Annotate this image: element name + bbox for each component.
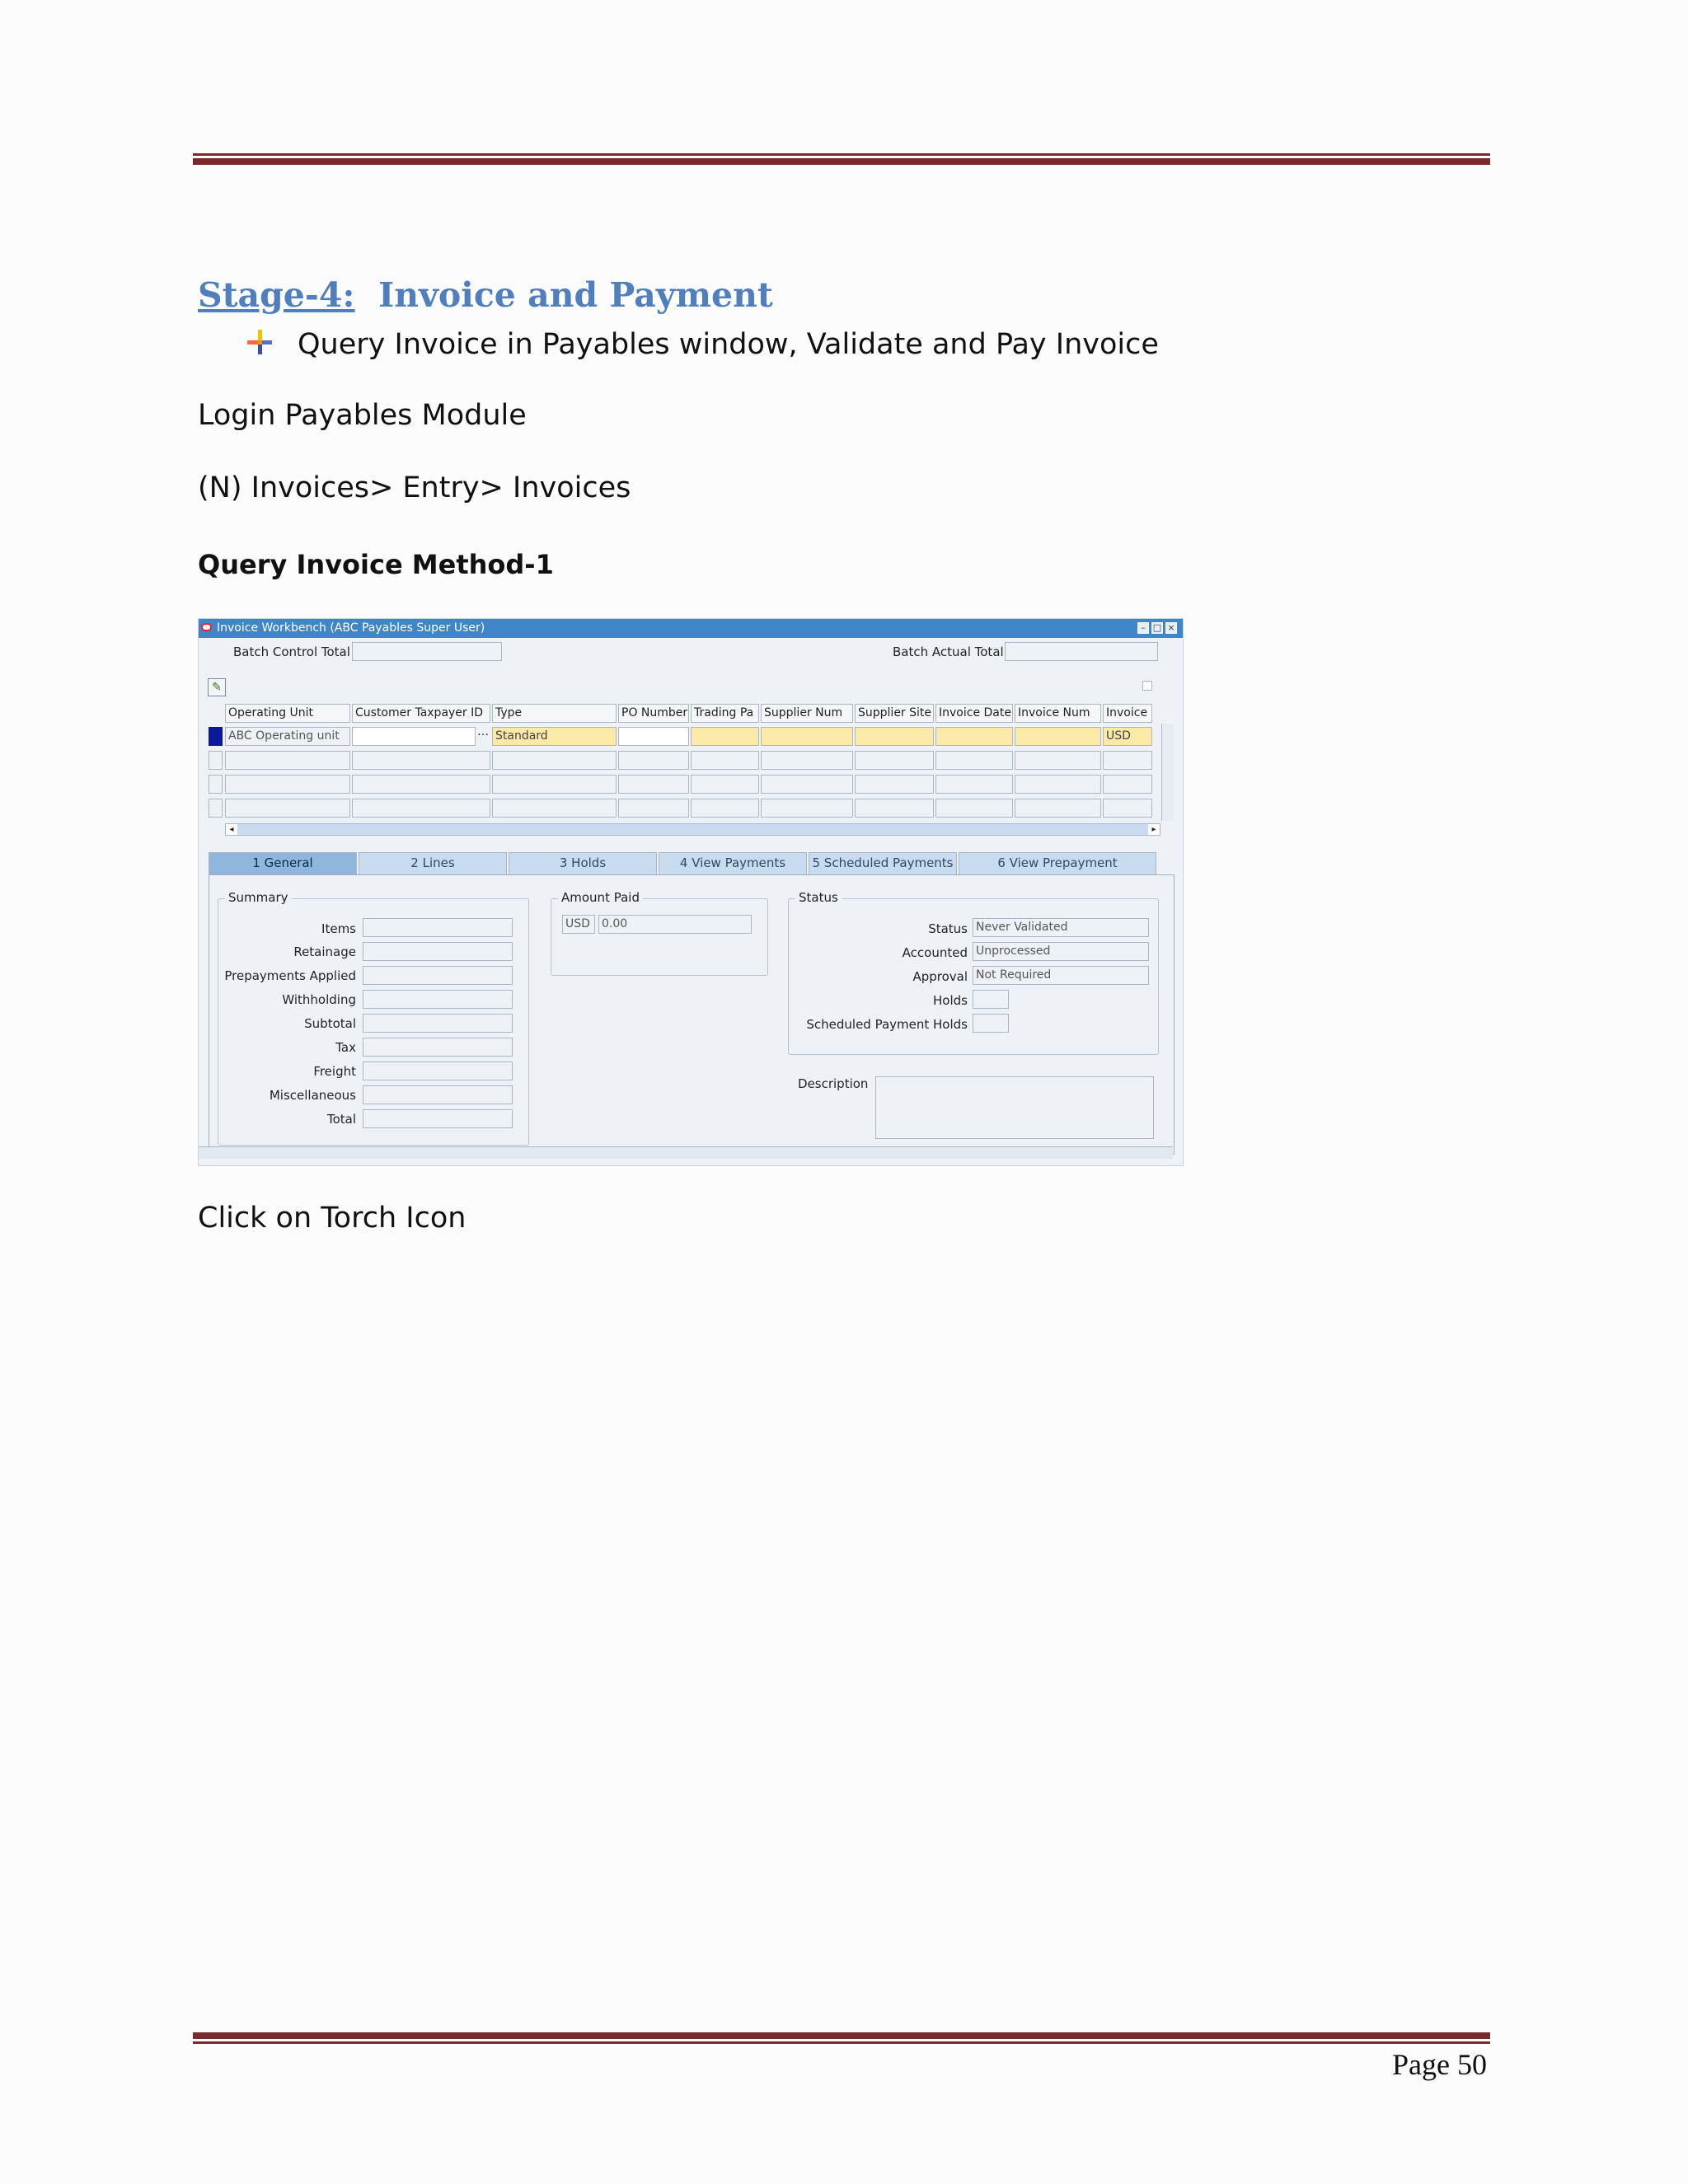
row1-currency[interactable]: USD xyxy=(1103,727,1152,746)
summary-misc-field[interactable] xyxy=(363,1085,513,1104)
row4-cell[interactable] xyxy=(761,799,853,818)
summary-tax-field[interactable] xyxy=(363,1038,513,1057)
bullet-icon xyxy=(246,328,274,356)
row-selector-1[interactable] xyxy=(209,727,223,746)
para-nav: (N) Invoices> Entry> Invoices xyxy=(198,471,631,504)
horizontal-scrollbar[interactable] xyxy=(225,823,1160,836)
summary-label-freight: Freight xyxy=(313,1064,356,1079)
row3-cell[interactable] xyxy=(618,775,689,794)
col-type: Type xyxy=(492,704,617,723)
batch-control-total-field[interactable] xyxy=(352,642,502,661)
bottom-rule xyxy=(193,2032,1490,2044)
description-label: Description xyxy=(798,1076,869,1091)
summary-title: Summary xyxy=(225,890,292,905)
tab-scheduled-payments[interactable]: 5 Scheduled Payments xyxy=(809,852,957,874)
tab-view-payments[interactable]: 4 View Payments xyxy=(659,852,807,874)
bullet-text: Query Invoice in Payables window, Validate and Pay Invoice xyxy=(298,328,1159,361)
summary-retainage-field[interactable] xyxy=(363,942,513,961)
window-bottom-scrollbar[interactable] xyxy=(199,1146,1173,1159)
window-titlebar xyxy=(199,619,1183,638)
summary-total-field[interactable] xyxy=(363,1109,513,1128)
summary-withholding-field[interactable] xyxy=(363,990,513,1009)
row4-cell[interactable] xyxy=(691,799,759,818)
oracle-icon xyxy=(201,623,212,631)
amount-paid-title: Amount Paid xyxy=(558,890,643,905)
summary-items-field[interactable] xyxy=(363,918,513,937)
tab-view-prepayment-applications[interactable]: 6 View Prepayment xyxy=(959,852,1156,874)
page-heading xyxy=(198,275,773,315)
row1-invoice-num[interactable] xyxy=(1015,727,1101,746)
row2-cell[interactable] xyxy=(761,751,853,770)
row-selector-4[interactable] xyxy=(209,799,223,818)
row3-cell[interactable] xyxy=(1015,775,1101,794)
row2-cell[interactable] xyxy=(691,751,759,770)
summary-prepayments-field[interactable] xyxy=(363,966,513,985)
approval-value[interactable]: Not Required xyxy=(973,966,1149,985)
summary-label-items: Items xyxy=(321,921,356,936)
amount-paid-group xyxy=(551,890,768,976)
status-value[interactable]: Never Validated xyxy=(973,918,1149,937)
row3-cell[interactable] xyxy=(855,775,934,794)
col-operating-unit: Operating Unit xyxy=(225,704,350,723)
row3-cell[interactable] xyxy=(1103,775,1152,794)
row3-cell[interactable] xyxy=(761,775,853,794)
top-rule xyxy=(193,153,1490,165)
row2-cell[interactable] xyxy=(1015,751,1101,770)
row2-cell[interactable] xyxy=(1103,751,1152,770)
row-selector-2[interactable] xyxy=(209,751,223,770)
status-label: Status xyxy=(928,921,968,936)
col-po-number: PO Number xyxy=(618,704,689,723)
row3-cell[interactable] xyxy=(352,775,490,794)
holds-label: Holds xyxy=(933,993,968,1008)
row2-cell[interactable] xyxy=(935,751,1013,770)
row1-operating-unit[interactable]: ABC Operating unit xyxy=(225,727,350,746)
tab-lines[interactable]: 2 Lines xyxy=(359,852,507,874)
vertical-scrollbar[interactable] xyxy=(1161,724,1174,821)
header-checkbox[interactable] xyxy=(1142,681,1152,691)
row2-cell[interactable] xyxy=(225,751,350,770)
subheading: Query Invoice Method-1 xyxy=(198,549,554,580)
holds-field[interactable] xyxy=(973,990,1009,1009)
row2-cell[interactable] xyxy=(855,751,934,770)
scroll-right-icon[interactable]: ▸ xyxy=(1148,824,1160,835)
scheduled-payment-holds-field[interactable] xyxy=(973,1014,1009,1033)
row1-supplier-num[interactable] xyxy=(761,727,853,746)
col-customer-taxpayer-id: Customer Taxpayer ID xyxy=(352,704,490,723)
batch-actual-total-label: Batch Actual Total xyxy=(893,644,1004,659)
torch-icon[interactable]: ✎ xyxy=(208,678,226,696)
summary-label-tax: Tax xyxy=(335,1040,356,1055)
col-invoice-num: Invoice Num xyxy=(1015,704,1101,723)
heading-title: Invoice and Payment xyxy=(378,275,773,315)
row4-cell[interactable] xyxy=(1103,799,1152,818)
para-login: Login Payables Module xyxy=(198,399,527,432)
row1-invoice-date[interactable] xyxy=(935,727,1013,746)
tab-general[interactable]: 1 General xyxy=(209,852,357,874)
row2-cell[interactable] xyxy=(352,751,490,770)
row3-cell[interactable] xyxy=(492,775,617,794)
approval-label: Approval xyxy=(912,969,968,984)
close-icon[interactable]: × xyxy=(1165,622,1177,634)
summary-subtotal-field[interactable] xyxy=(363,1014,513,1033)
row-selector-3[interactable] xyxy=(209,775,223,794)
scheduled-payment-holds-label: Scheduled Payment Holds xyxy=(806,1017,968,1032)
invoice-workbench-window xyxy=(198,618,1184,1166)
summary-label-retainage: Retainage xyxy=(293,944,356,959)
heading-stage: Stage-4: xyxy=(198,275,355,315)
general-tab-panel xyxy=(209,874,1175,1155)
row1-po-number[interactable] xyxy=(618,727,689,746)
accounted-value[interactable]: Unprocessed xyxy=(973,942,1149,961)
col-trading-partner: Trading Pa xyxy=(691,704,759,723)
batch-actual-total-field[interactable] xyxy=(1005,642,1158,661)
row4-cell[interactable] xyxy=(618,799,689,818)
row1-customer-taxpayer-id[interactable] xyxy=(352,727,476,746)
accounted-label: Accounted xyxy=(902,945,968,960)
row2-cell[interactable] xyxy=(618,751,689,770)
amount-paid-currency[interactable]: USD xyxy=(562,915,595,934)
amount-paid-value[interactable]: 0.00 xyxy=(598,915,752,934)
para-click-torch: Click on Torch Icon xyxy=(198,1202,467,1235)
row1-supplier-site[interactable] xyxy=(855,727,934,746)
summary-freight-field[interactable] xyxy=(363,1062,513,1080)
row4-cell[interactable] xyxy=(225,799,350,818)
page-number: Page 50 xyxy=(1392,2048,1487,2081)
batch-control-total-label: Batch Control Total xyxy=(233,644,350,659)
summary-label-withholding: Withholding xyxy=(282,992,356,1007)
row3-cell[interactable] xyxy=(935,775,1013,794)
row3-cell[interactable] xyxy=(691,775,759,794)
summary-label-prepayments: Prepayments Applied xyxy=(224,968,356,983)
row4-cell[interactable] xyxy=(492,799,617,818)
summary-label-misc: Miscellaneous xyxy=(269,1088,356,1103)
summary-label-total: Total xyxy=(326,1112,356,1127)
col-invoice-currency: Invoice xyxy=(1103,704,1152,723)
row4-cell[interactable] xyxy=(935,799,1013,818)
row1-type[interactable]: Standard xyxy=(492,727,617,746)
row1-trading-partner[interactable] xyxy=(691,727,759,746)
maximize-icon[interactable]: □ xyxy=(1152,622,1162,633)
scroll-left-icon[interactable]: ◂ xyxy=(226,824,237,835)
row3-cell[interactable] xyxy=(225,775,350,794)
col-invoice-date: Invoice Date xyxy=(935,704,1013,723)
summary-label-subtotal: Subtotal xyxy=(304,1016,356,1031)
row4-cell[interactable] xyxy=(352,799,490,818)
status-title: Status xyxy=(795,890,842,905)
minimize-icon[interactable]: – xyxy=(1137,622,1149,634)
row4-cell[interactable] xyxy=(1015,799,1101,818)
col-supplier-site: Supplier Site xyxy=(855,704,934,723)
tab-holds[interactable]: 3 Holds xyxy=(509,852,657,874)
window-title: Invoice Workbench (ABC Payables Super User) xyxy=(217,621,485,635)
lov-button-icon[interactable]: … xyxy=(477,725,489,738)
row4-cell[interactable] xyxy=(855,799,934,818)
row2-cell[interactable] xyxy=(492,751,617,770)
col-supplier-num: Supplier Num xyxy=(761,704,853,723)
description-field[interactable] xyxy=(875,1076,1154,1139)
